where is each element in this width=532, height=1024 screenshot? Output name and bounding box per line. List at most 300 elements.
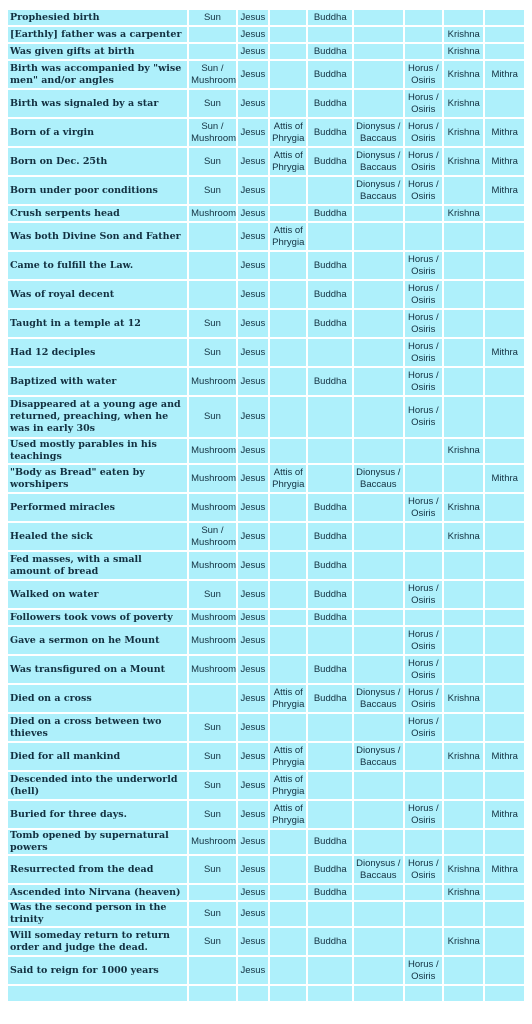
horus-cell (405, 928, 442, 955)
dionysus-cell: Dionysus / Baccaus (354, 148, 403, 175)
trait-cell: Tomb opened by supernatural powers (8, 830, 187, 854)
sun-cell: Sun (189, 801, 236, 828)
dionysus-cell (354, 10, 403, 25)
dionysus-cell (354, 627, 403, 654)
sun-cell: Sun (189, 148, 236, 175)
horus-cell: Horus / Osiris (405, 61, 442, 88)
table-row (8, 714, 524, 741)
trait-cell: Birth was accompanied by "wise men" and/or angles (8, 61, 187, 88)
table-row (8, 928, 524, 955)
horus-cell (405, 772, 442, 799)
krishna-cell (444, 552, 483, 579)
dionysus-cell (354, 27, 403, 42)
buddha-cell: Buddha (308, 119, 352, 146)
buddha-cell (308, 223, 352, 250)
horus-cell (405, 44, 442, 59)
trait-cell: Disappeared at a young age and returned, preaching, when he was in early 30s (8, 397, 187, 437)
horus-cell: Horus / Osiris (405, 581, 442, 608)
horus-cell: Horus / Osiris (405, 714, 442, 741)
trait-cell: Crush serpents head (8, 206, 187, 221)
jesus-cell (238, 986, 268, 1001)
sun-cell: Sun (189, 397, 236, 437)
attis-cell: Attis of Phrygia (270, 772, 306, 799)
jesus-cell: Jesus (238, 928, 268, 955)
krishna-cell (444, 339, 483, 366)
krishna-cell: Krishna (444, 27, 483, 42)
mithra-cell (485, 902, 524, 926)
mithra-cell (485, 610, 524, 625)
trait-cell: Healed the sick (8, 523, 187, 550)
dionysus-cell (354, 801, 403, 828)
jesus-cell: Jesus (238, 310, 268, 337)
dionysus-cell: Dionysus / Baccaus (354, 177, 403, 204)
jesus-cell: Jesus (238, 523, 268, 550)
sun-cell (189, 44, 236, 59)
horus-cell: Horus / Osiris (405, 310, 442, 337)
attis-cell (270, 885, 306, 900)
jesus-cell: Jesus (238, 27, 268, 42)
jesus-cell: Jesus (238, 368, 268, 395)
dionysus-cell (354, 90, 403, 117)
dionysus-cell (354, 206, 403, 221)
buddha-cell (308, 772, 352, 799)
horus-cell (405, 206, 442, 221)
buddha-cell: Buddha (308, 494, 352, 521)
jesus-cell: Jesus (238, 801, 268, 828)
horus-cell (405, 439, 442, 463)
attis-cell: Attis of Phrygia (270, 801, 306, 828)
attis-cell (270, 494, 306, 521)
mithra-cell (485, 523, 524, 550)
sun-cell: Sun (189, 581, 236, 608)
buddha-cell (308, 714, 352, 741)
horus-cell (405, 902, 442, 926)
trait-cell: Ascended into Nirvana (heaven) (8, 885, 187, 900)
jesus-cell: Jesus (238, 902, 268, 926)
horus-cell (405, 465, 442, 492)
attis-cell (270, 627, 306, 654)
jesus-cell: Jesus (238, 339, 268, 366)
mithra-cell (485, 206, 524, 221)
dionysus-cell (354, 902, 403, 926)
mithra-cell (485, 439, 524, 463)
attis-cell (270, 310, 306, 337)
krishna-cell (444, 801, 483, 828)
table-row (8, 523, 524, 550)
dionysus-cell (354, 714, 403, 741)
buddha-cell: Buddha (308, 523, 352, 550)
mithra-cell (485, 397, 524, 437)
table-row (8, 885, 524, 900)
sun-cell: Sun (189, 743, 236, 770)
buddha-cell: Buddha (308, 610, 352, 625)
mithra-cell (485, 772, 524, 799)
dionysus-cell: Dionysus / Baccaus (354, 685, 403, 712)
jesus-cell: Jesus (238, 223, 268, 250)
attis-cell: Attis of Phrygia (270, 685, 306, 712)
horus-cell: Horus / Osiris (405, 148, 442, 175)
table-row (8, 856, 524, 883)
table-row (8, 27, 524, 42)
attis-cell (270, 439, 306, 463)
table-row (8, 177, 524, 204)
mithra-cell (485, 252, 524, 279)
attis-cell (270, 44, 306, 59)
buddha-cell: Buddha (308, 310, 352, 337)
mithra-cell (485, 44, 524, 59)
buddha-cell (308, 986, 352, 1001)
horus-cell: Horus / Osiris (405, 119, 442, 146)
table-row (8, 772, 524, 799)
buddha-cell: Buddha (308, 61, 352, 88)
jesus-cell: Jesus (238, 252, 268, 279)
table-row (8, 119, 524, 146)
sun-cell: Sun (189, 856, 236, 883)
horus-cell: Horus / Osiris (405, 494, 442, 521)
sun-cell: Mushroom (189, 610, 236, 625)
sun-cell (189, 27, 236, 42)
attis-cell (270, 714, 306, 741)
krishna-cell: Krishna (444, 206, 483, 221)
jesus-cell: Jesus (238, 856, 268, 883)
table-row (8, 656, 524, 683)
attis-cell (270, 610, 306, 625)
trait-cell: Was of royal decent (8, 281, 187, 308)
buddha-cell: Buddha (308, 206, 352, 221)
mithra-cell (485, 986, 524, 1001)
table-row (8, 252, 524, 279)
trait-cell: Said to reign for 1000 years (8, 957, 187, 984)
trait-cell: Died for all mankind (8, 743, 187, 770)
krishna-cell: Krishna (444, 148, 483, 175)
buddha-cell: Buddha (308, 368, 352, 395)
buddha-cell: Buddha (308, 856, 352, 883)
dionysus-cell (354, 772, 403, 799)
table-row (8, 801, 524, 828)
horus-cell (405, 10, 442, 25)
comparison-table-body (8, 10, 524, 1001)
attis-cell (270, 10, 306, 25)
buddha-cell: Buddha (308, 656, 352, 683)
krishna-cell (444, 581, 483, 608)
sun-cell: Mushroom (189, 494, 236, 521)
mithra-cell (485, 27, 524, 42)
krishna-cell (444, 252, 483, 279)
jesus-cell: Jesus (238, 772, 268, 799)
krishna-cell (444, 714, 483, 741)
dionysus-cell (354, 281, 403, 308)
buddha-cell (308, 339, 352, 366)
trait-cell: Birth was signaled by a star (8, 90, 187, 117)
sun-cell: Sun (189, 772, 236, 799)
table-row (8, 223, 524, 250)
dionysus-cell (354, 523, 403, 550)
mithra-cell (485, 957, 524, 984)
trait-cell: Was both Divine Son and Father (8, 223, 187, 250)
trait-cell: Was the second person in the trinity (8, 902, 187, 926)
sun-cell (189, 685, 236, 712)
trait-cell: Buried for three days. (8, 801, 187, 828)
dionysus-cell: Dionysus / Baccaus (354, 465, 403, 492)
attis-cell (270, 281, 306, 308)
horus-cell (405, 27, 442, 42)
trait-cell: Prophesied birth (8, 10, 187, 25)
table-row (8, 439, 524, 463)
mithra-cell (485, 10, 524, 25)
jesus-cell: Jesus (238, 957, 268, 984)
table-row (8, 397, 524, 437)
table-row (8, 44, 524, 59)
krishna-cell: Krishna (444, 44, 483, 59)
horus-cell (405, 986, 442, 1001)
horus-cell: Horus / Osiris (405, 397, 442, 437)
buddha-cell: Buddha (308, 581, 352, 608)
jesus-cell: Jesus (238, 714, 268, 741)
buddha-cell (308, 627, 352, 654)
sun-cell: Mushroom (189, 627, 236, 654)
krishna-cell: Krishna (444, 494, 483, 521)
dionysus-cell: Dionysus / Baccaus (354, 856, 403, 883)
horus-cell (405, 830, 442, 854)
jesus-cell: Jesus (238, 610, 268, 625)
table-row (8, 552, 524, 579)
attis-cell (270, 206, 306, 221)
table-row (8, 627, 524, 654)
trait-cell: Performed miracles (8, 494, 187, 521)
dionysus-cell (354, 552, 403, 579)
trait-cell: Born of a virgin (8, 119, 187, 146)
horus-cell (405, 523, 442, 550)
trait-cell: Was transfigured on a Mount (8, 656, 187, 683)
mithra-cell (485, 310, 524, 337)
jesus-cell: Jesus (238, 148, 268, 175)
attis-cell (270, 523, 306, 550)
dionysus-cell (354, 928, 403, 955)
horus-cell: Horus / Osiris (405, 801, 442, 828)
attis-cell (270, 856, 306, 883)
jesus-cell: Jesus (238, 627, 268, 654)
jesus-cell: Jesus (238, 177, 268, 204)
table-row (8, 685, 524, 712)
sun-cell (189, 957, 236, 984)
mithra-cell (485, 368, 524, 395)
sun-cell: Mushroom (189, 656, 236, 683)
attis-cell: Attis of Phrygia (270, 465, 306, 492)
horus-cell: Horus / Osiris (405, 177, 442, 204)
jesus-cell: Jesus (238, 743, 268, 770)
attis-cell (270, 252, 306, 279)
sun-cell: Sun (189, 310, 236, 337)
mithra-cell (485, 656, 524, 683)
krishna-cell: Krishna (444, 523, 483, 550)
sun-cell: Mushroom (189, 206, 236, 221)
mithra-cell: Mithra (485, 119, 524, 146)
horus-cell: Horus / Osiris (405, 957, 442, 984)
jesus-cell: Jesus (238, 439, 268, 463)
horus-cell: Horus / Osiris (405, 656, 442, 683)
trait-cell: Taught in a temple at 12 (8, 310, 187, 337)
trait-cell: "Body as Bread" eaten by worshipers (8, 465, 187, 492)
buddha-cell (308, 27, 352, 42)
trait-cell (8, 986, 187, 1001)
trait-cell: Fed masses, with a small amount of bread (8, 552, 187, 579)
trait-cell: Resurrected from the dead (8, 856, 187, 883)
table-row (8, 206, 524, 221)
sun-cell: Mushroom (189, 439, 236, 463)
buddha-cell (308, 743, 352, 770)
attis-cell: Attis of Phrygia (270, 743, 306, 770)
table-row (8, 494, 524, 521)
jesus-cell: Jesus (238, 685, 268, 712)
buddha-cell: Buddha (308, 928, 352, 955)
mithra-cell (485, 830, 524, 854)
trait-cell: Gave a sermon on he Mount (8, 627, 187, 654)
sun-cell: Sun (189, 928, 236, 955)
trait-cell: [Earthly] father was a carpenter (8, 27, 187, 42)
jesus-cell: Jesus (238, 10, 268, 25)
krishna-cell: Krishna (444, 685, 483, 712)
trait-cell: Walked on water (8, 581, 187, 608)
table-row (8, 986, 524, 1001)
comparison-table (6, 8, 526, 1003)
buddha-cell: Buddha (308, 552, 352, 579)
buddha-cell (308, 177, 352, 204)
krishna-cell (444, 957, 483, 984)
table-row (8, 902, 524, 926)
jesus-cell: Jesus (238, 61, 268, 88)
sun-cell: Sun (189, 177, 236, 204)
trait-cell: Baptized with water (8, 368, 187, 395)
attis-cell (270, 581, 306, 608)
horus-cell (405, 223, 442, 250)
mithra-cell (485, 223, 524, 250)
buddha-cell: Buddha (308, 281, 352, 308)
table-row (8, 368, 524, 395)
dionysus-cell (354, 252, 403, 279)
krishna-cell (444, 10, 483, 25)
horus-cell (405, 552, 442, 579)
dionysus-cell (354, 494, 403, 521)
mithra-cell (485, 552, 524, 579)
mithra-cell: Mithra (485, 465, 524, 492)
dionysus-cell (354, 397, 403, 437)
horus-cell: Horus / Osiris (405, 90, 442, 117)
jesus-cell: Jesus (238, 281, 268, 308)
buddha-cell (308, 465, 352, 492)
dionysus-cell (354, 581, 403, 608)
horus-cell: Horus / Osiris (405, 339, 442, 366)
dionysus-cell (354, 656, 403, 683)
krishna-cell (444, 986, 483, 1001)
trait-cell: Was given gifts at birth (8, 44, 187, 59)
sun-cell (189, 986, 236, 1001)
horus-cell: Horus / Osiris (405, 368, 442, 395)
attis-cell: Attis of Phrygia (270, 148, 306, 175)
dionysus-cell (354, 610, 403, 625)
krishna-cell (444, 465, 483, 492)
sun-cell (189, 281, 236, 308)
table-row (8, 610, 524, 625)
trait-cell: Came to fulfill the Law. (8, 252, 187, 279)
krishna-cell (444, 627, 483, 654)
attis-cell (270, 397, 306, 437)
krishna-cell (444, 902, 483, 926)
sun-cell: Sun / Mushroom (189, 61, 236, 88)
krishna-cell (444, 656, 483, 683)
mithra-cell (485, 685, 524, 712)
krishna-cell (444, 310, 483, 337)
attis-cell (270, 552, 306, 579)
dionysus-cell (354, 310, 403, 337)
krishna-cell: Krishna (444, 885, 483, 900)
sun-cell: Sun / Mushroom (189, 523, 236, 550)
trait-cell: Born under poor conditions (8, 177, 187, 204)
dionysus-cell (354, 368, 403, 395)
horus-cell: Horus / Osiris (405, 252, 442, 279)
sun-cell: Mushroom (189, 465, 236, 492)
mithra-cell: Mithra (485, 339, 524, 366)
table-row (8, 61, 524, 88)
jesus-cell: Jesus (238, 581, 268, 608)
buddha-cell (308, 397, 352, 437)
jesus-cell: Jesus (238, 885, 268, 900)
trait-cell: Born on Dec. 25th (8, 148, 187, 175)
dionysus-cell (354, 223, 403, 250)
dionysus-cell: Dionysus / Baccaus (354, 743, 403, 770)
sun-cell: Mushroom (189, 830, 236, 854)
trait-cell: Followers took vows of poverty (8, 610, 187, 625)
attis-cell (270, 986, 306, 1001)
mithra-cell: Mithra (485, 177, 524, 204)
sun-cell: Sun (189, 10, 236, 25)
table-row (8, 339, 524, 366)
attis-cell (270, 902, 306, 926)
attis-cell (270, 61, 306, 88)
table-row (8, 281, 524, 308)
jesus-cell: Jesus (238, 206, 268, 221)
buddha-cell: Buddha (308, 885, 352, 900)
buddha-cell: Buddha (308, 830, 352, 854)
sun-cell (189, 885, 236, 900)
jesus-cell: Jesus (238, 494, 268, 521)
attis-cell (270, 368, 306, 395)
buddha-cell (308, 801, 352, 828)
table-row (8, 310, 524, 337)
buddha-cell: Buddha (308, 148, 352, 175)
sun-cell: Sun (189, 90, 236, 117)
sun-cell (189, 252, 236, 279)
mithra-cell (485, 885, 524, 900)
dionysus-cell (354, 957, 403, 984)
krishna-cell (444, 223, 483, 250)
horus-cell: Horus / Osiris (405, 281, 442, 308)
krishna-cell (444, 772, 483, 799)
attis-cell (270, 656, 306, 683)
sun-cell: Mushroom (189, 552, 236, 579)
table-row (8, 90, 524, 117)
sun-cell (189, 223, 236, 250)
mithra-cell: Mithra (485, 61, 524, 88)
jesus-cell: Jesus (238, 552, 268, 579)
dionysus-cell (354, 885, 403, 900)
table-row (8, 148, 524, 175)
buddha-cell: Buddha (308, 252, 352, 279)
mithra-cell (485, 90, 524, 117)
mithra-cell (485, 714, 524, 741)
horus-cell (405, 610, 442, 625)
trait-cell: Died on a cross between two thieves (8, 714, 187, 741)
attis-cell (270, 928, 306, 955)
